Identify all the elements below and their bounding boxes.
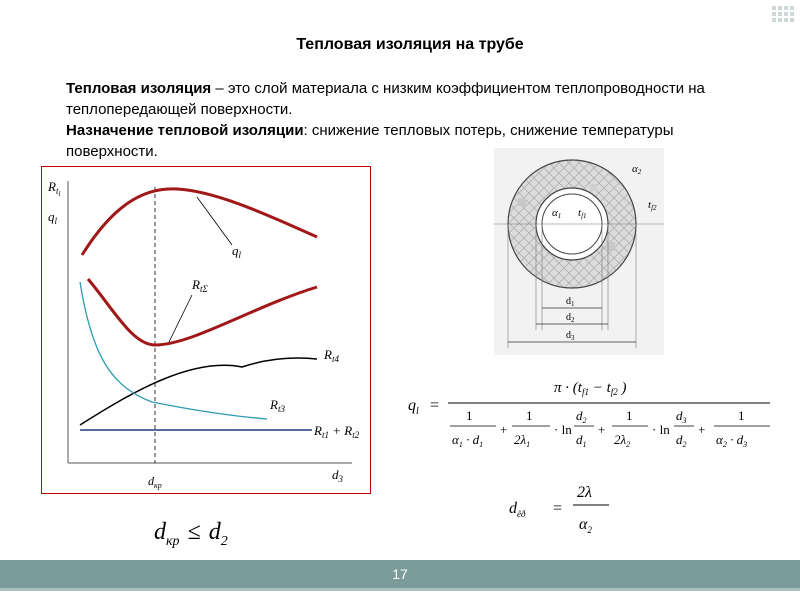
definition-body: – это слой материала с низким коэффициентом теплопроводности на теплопередающей поверхности. — [66, 80, 705, 118]
term3-ratio-den: $d_2$ — [676, 432, 687, 449]
d2-label: $d_2$ — [566, 312, 575, 324]
dkp-condition: $d_{кр} \le d_2$ — [154, 519, 228, 549]
term3-den: $2\lambda_2$ — [614, 432, 631, 449]
definition-term: Тепловая изоляция — [66, 80, 212, 97]
corner-decoration — [772, 6, 794, 22]
critical-condition-svg — [150, 505, 290, 555]
page-number: 17 — [392, 566, 408, 582]
slide-title: Тепловая изоляция на трубе — [296, 36, 524, 53]
rt4-label: $R_{t4}$ — [324, 347, 339, 364]
ln-1: · ln — [554, 422, 572, 437]
term2-den: $2\lambda_1$ — [514, 432, 531, 449]
y-label-bottom: $q_l$ — [48, 209, 58, 226]
alpha1-label: α1 — [552, 207, 562, 220]
heat-flow-formula — [404, 372, 774, 464]
x-axis-label: $d_3$ — [332, 467, 343, 484]
insulation-speck — [518, 198, 526, 206]
purpose-term: Назначение тепловой изоляции — [66, 122, 304, 139]
term2-num: 1 — [526, 408, 533, 423]
graph-svg — [42, 167, 370, 493]
dcr-numerator: 2λ — [577, 484, 592, 501]
insulation-speck — [606, 242, 615, 251]
critical-diameter-formula — [505, 475, 625, 537]
term2-ratio-den: $d_1$ — [576, 432, 587, 449]
term3-ratio-num: $d_3$ — [676, 408, 687, 425]
insulation-graph — [41, 166, 371, 494]
definition-paragraph — [66, 78, 706, 120]
ql-leader — [197, 197, 232, 245]
rt-sigma-leader — [169, 295, 192, 342]
heat-flow-formula-svg — [404, 372, 774, 464]
rt1-rt2-label: $R_{t1} + R_{t2}$ — [314, 423, 360, 440]
tf1-label: tf1 — [578, 207, 587, 220]
rt4-curve — [80, 358, 317, 425]
dcr-denominator: $\alpha_2$ — [579, 516, 592, 535]
rt3-label: $R_{t3}$ — [270, 397, 285, 414]
term2-ratio-num: $d_2$ — [576, 408, 587, 425]
pipe-cross-section — [494, 148, 664, 355]
equals-sign: = — [430, 397, 440, 414]
dcr-equals: = — [553, 500, 563, 517]
rt-sigma-label: $R_{t\Sigma}$ — [192, 277, 208, 294]
footer-bar — [0, 560, 800, 588]
ql-label: $q_l$ — [232, 243, 242, 260]
plus-3: + — [698, 422, 706, 437]
tf2-label: tf2 — [648, 199, 657, 212]
term1-den: $\alpha_1 \cdot d_1$ — [452, 432, 484, 449]
term1-num: 1 — [466, 408, 473, 423]
d3-label: $d_3$ — [566, 330, 575, 342]
critical-diameter-label: $d_{кр}$ — [148, 474, 162, 490]
y-label-top: $R_tl$ — [48, 179, 61, 198]
d1-label: $d_1$ — [566, 296, 575, 308]
pipe-svg — [494, 148, 664, 355]
term3-num: 1 — [626, 408, 633, 423]
insulation-speck — [590, 184, 597, 191]
purpose-body: : снижение тепловых потерь, снижение температуры поверхности. — [66, 122, 674, 160]
term4-num: 1 — [738, 408, 745, 423]
term4-den: $\alpha_2 \cdot d_3$ — [716, 432, 748, 449]
dcr-symbol: $d_{êð}$ — [509, 500, 526, 519]
ql-symbol: $q_l$ — [408, 397, 419, 417]
ql-numerator: $\pi \cdot (t_{f1} - t_{f2}$ ) — [554, 380, 627, 397]
plus-1: + — [500, 422, 508, 437]
ql-curve — [82, 189, 317, 255]
plus-2: + — [598, 422, 606, 437]
footer-accent-line — [0, 588, 800, 591]
alpha2-label: α2 — [632, 163, 642, 176]
critical-condition-formula — [150, 505, 290, 555]
critical-diameter-formula-svg — [505, 475, 625, 537]
ln-2: · ln — [652, 422, 670, 437]
